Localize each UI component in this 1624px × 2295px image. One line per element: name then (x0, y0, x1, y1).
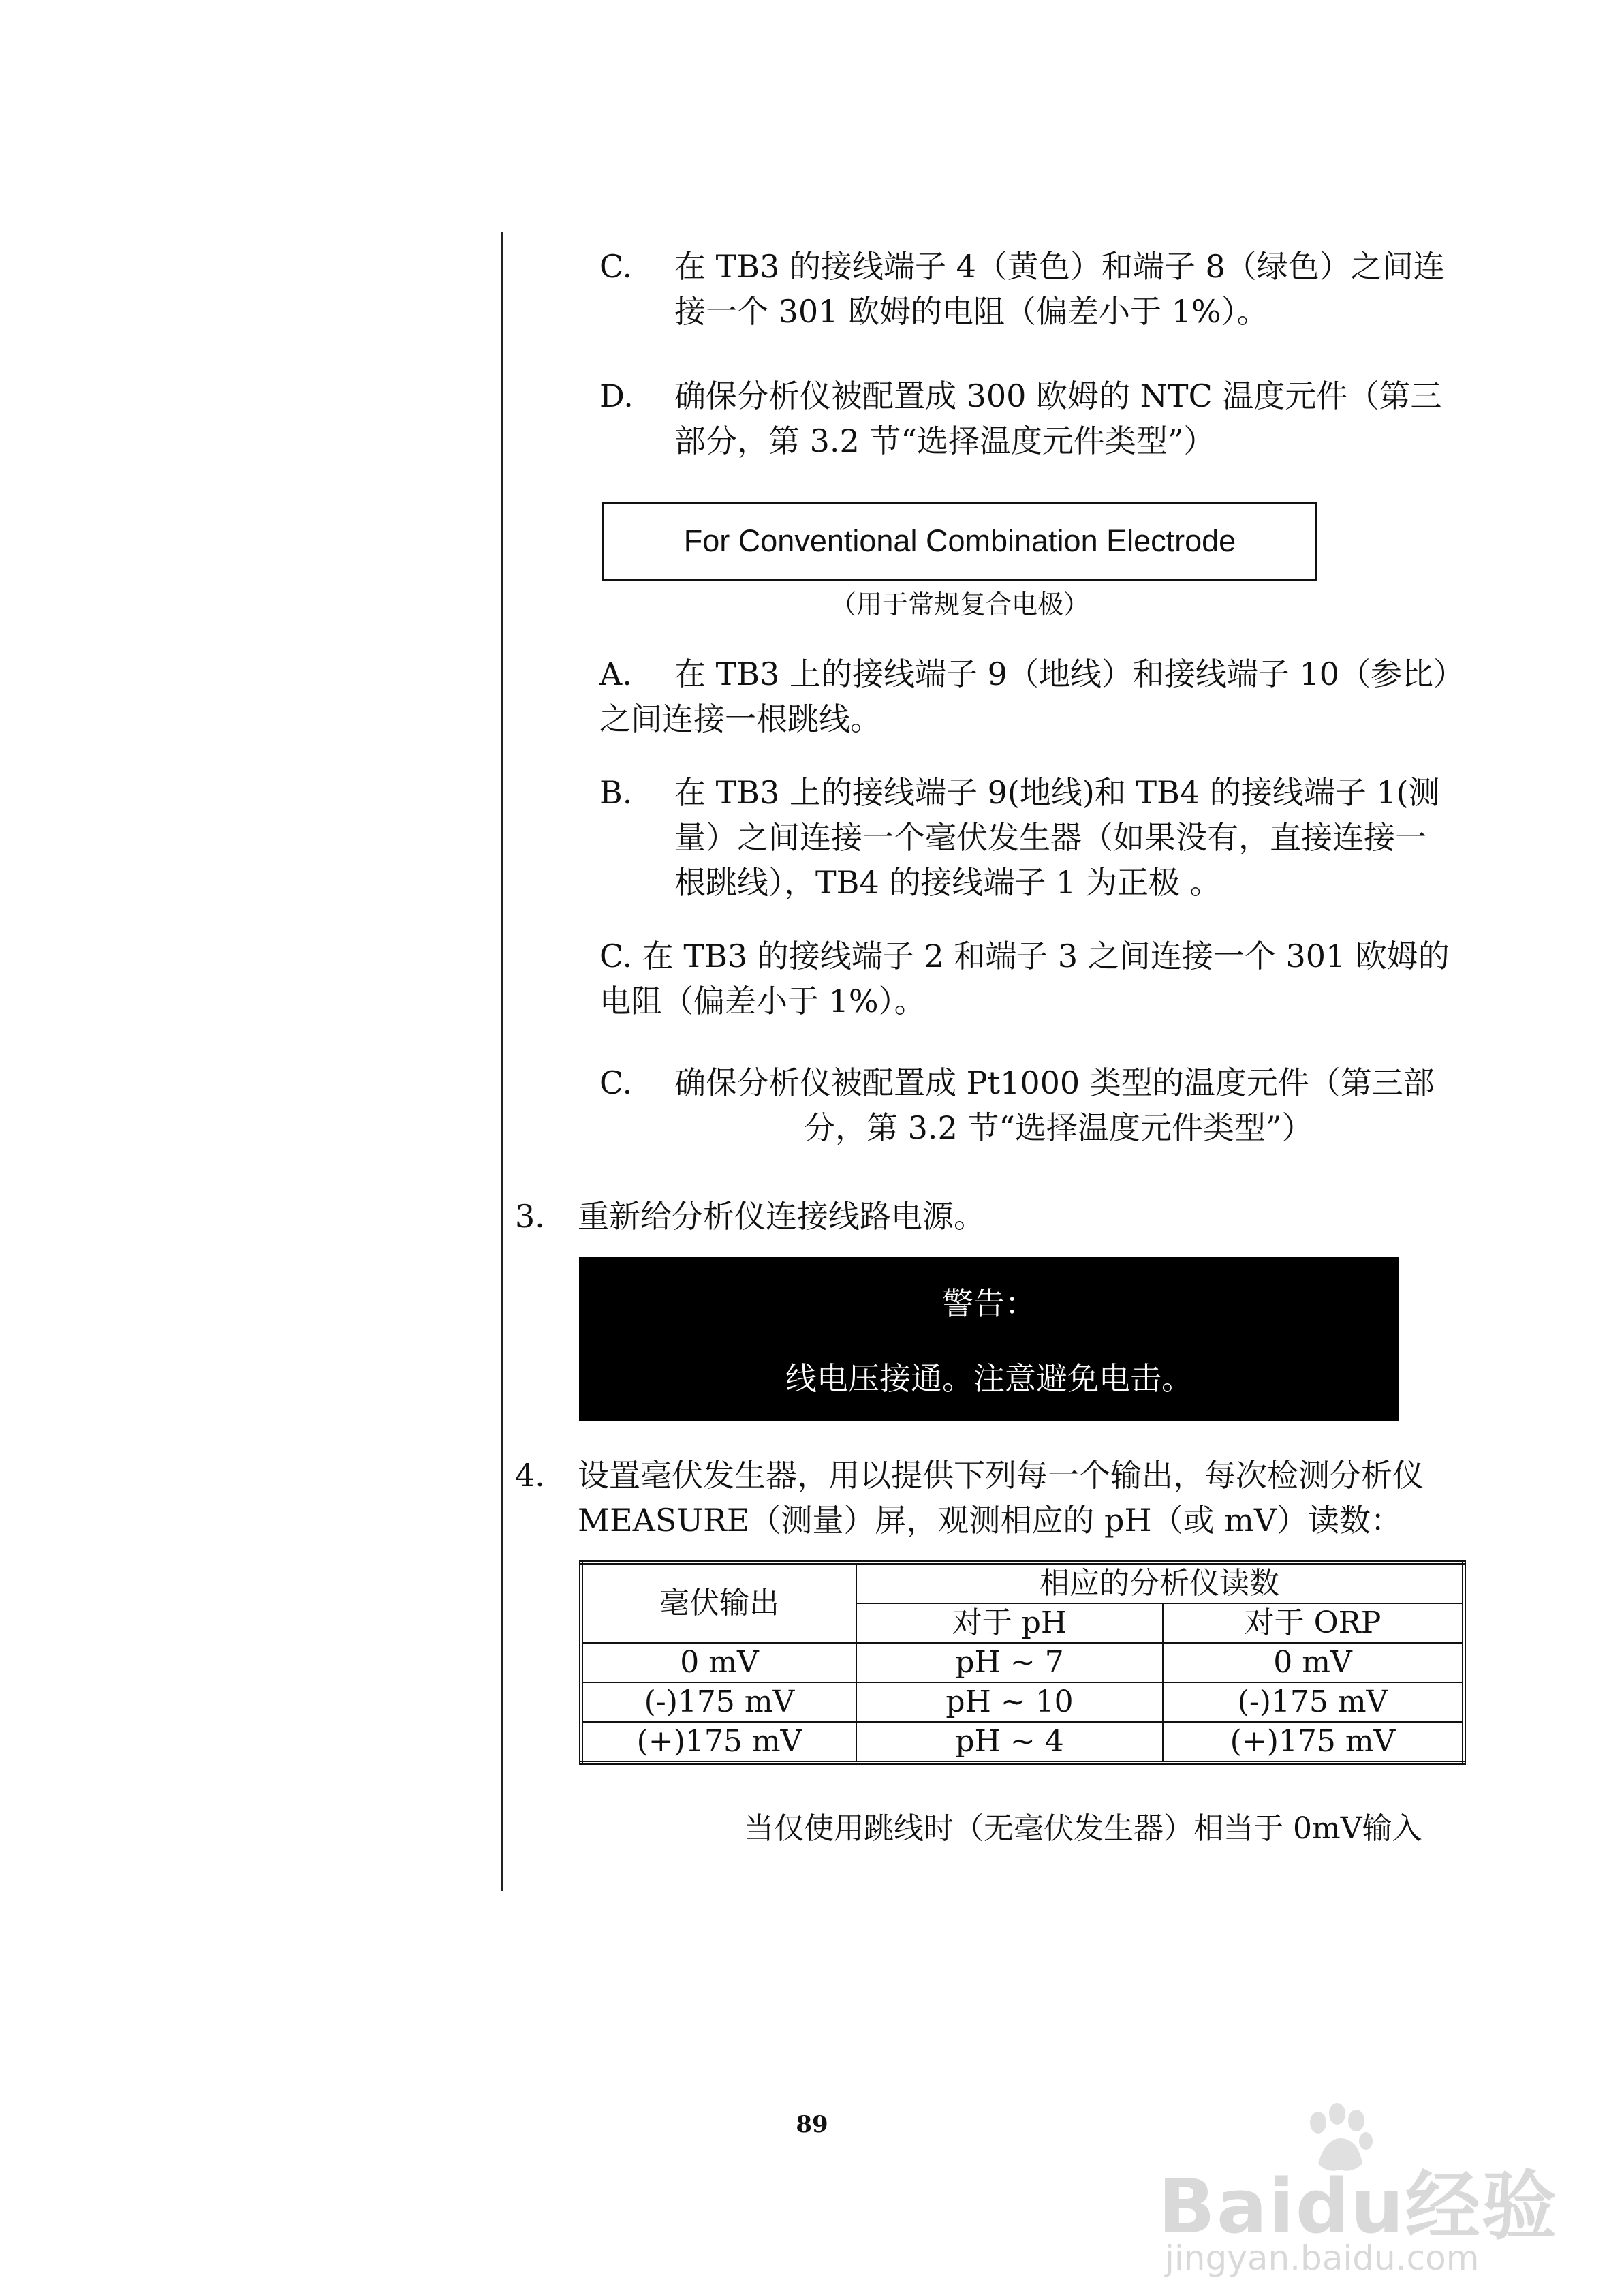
header-analyzer-reading: 相应的分析仪读数 (856, 1562, 1464, 1603)
subheader-orp: 对于 ORP (1163, 1603, 1464, 1643)
item-d-line1: 确保分析仪被配置成 300 欧姆的 NTC 温度元件（第三 (674, 378, 1442, 414)
step-3-number: 3. (515, 1198, 545, 1235)
item-c2-line2: 分，第 3.2 节“选择温度元件类型”） (804, 1109, 1313, 1146)
cell-ph: pH ~ 7 (856, 1643, 1163, 1682)
cell-mv: (-)175 mV (581, 1682, 856, 1722)
item-b-line3: 根跳线），TB4 的接线端子 1 为正极 。 (674, 864, 1221, 901)
step-3-text: 重新给分析仪连接线路电源。 (578, 1198, 985, 1235)
cell-ph: pH ~ 4 (856, 1722, 1163, 1763)
item-a-label: A. (599, 656, 632, 692)
item-a-line1: 在 TB3 上的接线端子 9（地线）和接线端子 10（参比） (674, 656, 1465, 692)
item-b-line2: 量）之间连接一个毫伏发生器（如果没有，直接连接一 (674, 819, 1426, 856)
item-c2-line1: 确保分析仪被配置成 Pt1000 类型的温度元件（第三部 (674, 1064, 1435, 1101)
table-row (581, 1643, 1464, 1682)
item-c1-line1: C. 在 TB3 的接线端子 2 和端子 3 之间连接一个 301 欧姆的 (599, 938, 1450, 974)
conventional-electrode-title-box (602, 502, 1317, 581)
jumper-note: 当仅使用跳线时（无毫伏发生器）相当于 0mV输入 (744, 1811, 1422, 1846)
table-header-row (581, 1562, 1464, 1603)
item-c1-line2: 电阻（偏差小于 1%）。 (599, 983, 926, 1019)
item-b-line1: 在 TB3 上的接线端子 9(地线)和 TB4 的接线端子 1(测 (674, 774, 1440, 811)
cell-mv: (+)175 mV (581, 1722, 856, 1763)
watermark-brand: Baidu经验 (1158, 2163, 1558, 2250)
table-row (581, 1682, 1464, 1722)
item-b-label: B. (599, 774, 633, 811)
header-mv-output: 毫伏输出 (581, 1562, 856, 1643)
item-c-label: C. (599, 248, 633, 285)
warning-text: 线电压接通。注意避免电击。 (785, 1360, 1193, 1397)
table-row (581, 1722, 1464, 1763)
mv-reading-table (579, 1560, 1466, 1765)
item-c-line2: 接一个 301 欧姆的电阻（偏差小于 1%）。 (674, 293, 1268, 330)
warning-title: 警告： (942, 1285, 1036, 1322)
page-number: 89 (796, 2111, 828, 2138)
step-4-number: 4. (515, 1457, 545, 1494)
subheader-ph: 对于 pH (856, 1603, 1163, 1643)
cell-ph: pH ~ 10 (856, 1682, 1163, 1722)
step-4-line2: MEASURE（测量）屏，观测相应的 pH（或 mV）读数： (578, 1502, 1403, 1539)
cell-mv: 0 mV (581, 1643, 856, 1682)
watermark-url: jingyan.baidu.com (1165, 2238, 1480, 2278)
conventional-electrode-caption: （用于常规复合电极） (830, 589, 1089, 619)
warning-box (579, 1257, 1399, 1421)
item-d-line2: 部分，第 3.2 节“选择温度元件类型”） (674, 422, 1215, 459)
margin-rule (501, 232, 503, 1891)
item-c2-label: C. (599, 1064, 633, 1101)
item-a-line2: 之间连接一根跳线。 (599, 700, 881, 737)
step-4-line1: 设置毫伏发生器，用以提供下列每一个输出，每次检测分析仪 (578, 1457, 1424, 1494)
cell-orp: (+)175 mV (1163, 1722, 1464, 1763)
cell-orp: (-)175 mV (1163, 1682, 1464, 1722)
cell-orp: 0 mV (1163, 1643, 1464, 1682)
conventional-electrode-title: For Conventional Combination Electrode (683, 523, 1236, 558)
item-d-label: D. (599, 378, 634, 414)
item-c-line1: 在 TB3 的接线端子 4（黄色）和端子 8（绿色）之间连 (674, 248, 1445, 285)
